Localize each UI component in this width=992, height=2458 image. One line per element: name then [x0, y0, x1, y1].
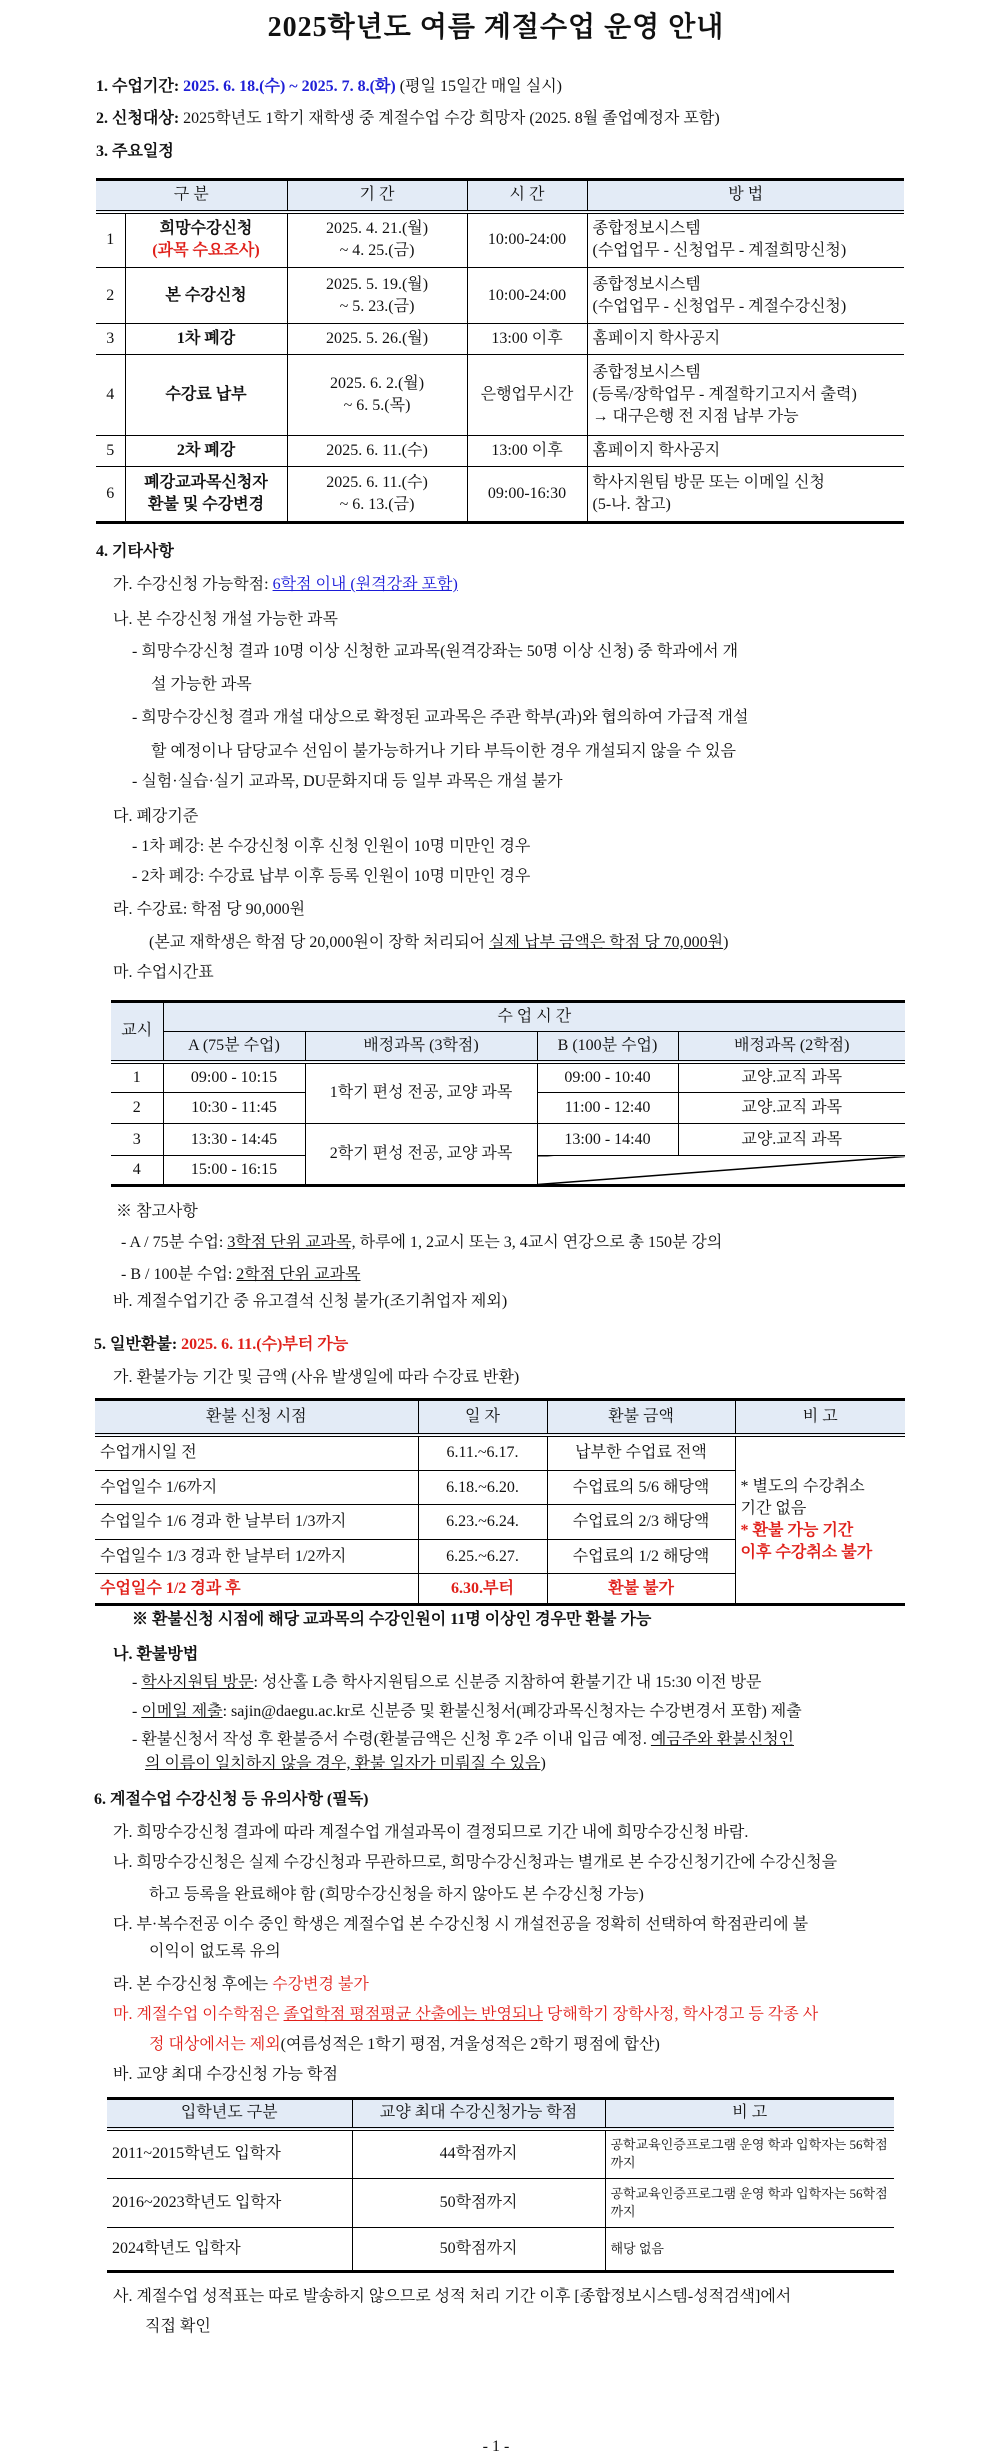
refund-date: 6.30.부터	[418, 1574, 547, 1605]
reference-a-text: 하루에 1, 2교시 또는 3, 4교시 연강으로 총 150분 강의	[355, 1234, 723, 1251]
bullet-dash: -	[132, 1674, 142, 1691]
method-line: 학사지원팀 방문 또는 이메일 신청	[592, 474, 825, 491]
credit-note: 해당 없음	[605, 2228, 894, 2272]
timetable-heading: 마. 수업시간표	[113, 964, 214, 981]
row-number: 3	[96, 324, 125, 355]
schedule-header-method: 방 법	[587, 180, 904, 212]
page-number: - 1 -	[482, 2438, 510, 2455]
period-line: ~ 6. 13.(금)	[339, 496, 415, 513]
refund-eligibility-note: ※ 환불신청 시점에 해당 교과목의 수강인원이 11명 이상인 경우만 환불 가능	[132, 1611, 652, 1628]
notice-ra-alert: 수강변경 불가	[272, 1976, 369, 1993]
refund-amount: 수업료의 1/2 해당액	[547, 1540, 735, 1574]
tuition-note	[149, 932, 728, 954]
schedule-name: 본 수강신청	[125, 268, 287, 324]
timetable-subheader: A (75분 수업)	[163, 1032, 305, 1062]
schedule-header-period: 기 간	[287, 180, 467, 212]
notice-ma-underlined: 졸업학점 평점평균 산출에는 반영되나	[283, 2006, 543, 2023]
refund-header-row	[95, 1400, 905, 1435]
schedule-time: 13:00 이후	[467, 436, 587, 467]
notice-ma-text2: 당해학기 장학사정, 학사경고 등 각종 사	[542, 2006, 819, 2023]
cert-warning-cont: 의 이름이 일치하지 않을 경우, 환불 일자가 미뤄질 수 있음	[145, 1755, 541, 1772]
email-label: 이메일 제출	[141, 1703, 223, 1720]
schedule-name	[125, 212, 287, 268]
schedule-header-time: 시 간	[467, 180, 587, 212]
credit-limit-table	[107, 2097, 894, 2273]
refund-amount: 납부한 수업료 전액	[547, 1435, 735, 1471]
remark-alert-line: 이후 수강취소 불가	[740, 1543, 873, 1561]
refund-row	[95, 1435, 905, 1471]
section-5-heading	[94, 1334, 348, 1356]
a-subject: 1학기 편성 전공, 교양 과목	[305, 1062, 537, 1124]
refund-method-cert-cont	[145, 1753, 546, 1775]
cert-warning: 예금주와 환불신청인	[650, 1731, 794, 1748]
section-3-heading: 3. 주요일정	[96, 143, 174, 160]
schedule-time: 은행업무시간	[467, 355, 587, 436]
reference-b-label: - B / 100분 수업:	[121, 1266, 237, 1283]
credit-year: 2016~2023학년도 입학자	[107, 2179, 352, 2228]
notice-ma-exclusion: 정 대상에서는 제외	[149, 2036, 281, 2053]
b-subject: 교양.교직 과목	[678, 1093, 905, 1124]
reference-a-unit: 3학점 단위 교과목,	[227, 1234, 356, 1251]
reference-heading: ※ 참고사항	[116, 1203, 198, 1220]
name-line: 환불 및 수강변경	[147, 496, 265, 513]
notice-ma-cont	[149, 2034, 660, 2056]
timetable-subheader: 배정과목 (3학점)	[305, 1032, 537, 1062]
a-time: 15:00 - 16:15	[163, 1156, 305, 1186]
available-courses-heading: 나. 본 수강신청 개설 가능한 과목	[113, 611, 338, 628]
row-number: 5	[96, 436, 125, 467]
refund-date: 6.25.~6.27.	[418, 1540, 547, 1574]
period-line: 2025. 4. 21.(월)	[325, 220, 429, 238]
notice-sa-cont: 직접 확인	[145, 2318, 211, 2335]
a-subject: 2학기 편성 전공, 교양 과목	[305, 1124, 537, 1186]
credit-header-remarks: 비 고	[605, 2099, 894, 2129]
name-line: 희망수강신청	[159, 220, 253, 238]
row-number: 4	[96, 355, 125, 436]
period-number: 3	[111, 1124, 163, 1156]
cancel-criteria-item: - 2차 폐강: 수강료 납부 이후 등록 인원이 10명 미만인 경우	[132, 868, 531, 885]
schedule-name: 1차 폐강	[125, 324, 287, 355]
a-time: 13:30 - 14:45	[163, 1124, 305, 1156]
refund-period-heading: 가. 환불가능 기간 및 금액 (사유 발생일에 따라 수강료 반환)	[113, 1369, 520, 1386]
schedule-header-row	[96, 180, 904, 212]
class-period: 2025. 6. 18.(수) ~ 2025. 7. 8.(화)	[183, 78, 396, 95]
timetable-row	[111, 1062, 905, 1093]
email-text: : sajin@daegu.ac.kr로 신분증 및 환불신청서(폐강과목신청자는 수강변경서 포함) 제출	[222, 1703, 802, 1720]
schedule-period	[287, 467, 467, 523]
timetable-header-row	[111, 1002, 905, 1032]
refund-when: 수업일수 1/2 경과 후	[95, 1574, 418, 1605]
empty-diagonal-cell	[537, 1156, 905, 1186]
class-period-note: (평일 15일간 매일 실시)	[399, 78, 563, 95]
schedule-time: 13:00 이후	[467, 324, 587, 355]
schedule-time: 10:00-24:00	[467, 212, 587, 268]
section-1-label: 1. 수업기간:	[96, 78, 180, 95]
refund-remarks	[735, 1435, 905, 1605]
row-number: 2	[96, 268, 125, 324]
refund-date: 6.18.~6.20.	[418, 1471, 547, 1505]
refund-method-visit	[132, 1672, 762, 1694]
b-time: 09:00 - 10:40	[537, 1062, 678, 1093]
tuition-heading: 라. 수강료: 학점 당 90,000원	[113, 901, 306, 918]
timetable-subheader: B (100분 수업)	[537, 1032, 678, 1062]
refund-date: 6.11.~6.17.	[418, 1435, 547, 1471]
tuition-note-close: )	[723, 934, 729, 951]
schedule-row	[96, 467, 904, 523]
available-courses-item-cont: 설 가능한 과목	[151, 676, 252, 693]
notice-ra-text: 라. 본 수강신청 후에는	[113, 1976, 273, 1993]
refund-method-email	[132, 1701, 802, 1723]
notice-na: 나. 희망수강신청은 실제 수강신청과 무관하므로, 희망수강신청과는 별개로 본 수강신청기간에 수강신청을	[113, 1854, 838, 1871]
credit-max: 50학점까지	[352, 2228, 605, 2272]
section-6-heading: 6. 계절수업 수강신청 등 유의사항 (필독)	[94, 1791, 369, 1808]
method-line: 종합정보시스템	[592, 364, 701, 381]
schedule-header-category: 구 분	[96, 180, 287, 212]
method-line: (5-나. 참고)	[592, 496, 671, 513]
schedule-name	[125, 467, 287, 523]
cert-text: 환불신청서 작성 후 환불증서 수령(환불금액은 신청 후 2주 이내 입금 예정.	[141, 1731, 651, 1748]
b-time: 11:00 - 12:40	[537, 1093, 678, 1124]
refund-amount: 환불 불가	[547, 1574, 735, 1605]
period-line: 2025. 6. 2.(월)	[329, 375, 425, 392]
name-line: (과목 수요조사)	[152, 242, 260, 260]
refund-header-when: 환불 신청 시점	[95, 1400, 418, 1435]
schedule-method	[587, 212, 904, 268]
refund-when: 수업일수 1/6까지	[95, 1471, 418, 1505]
bullet-dash: -	[132, 1703, 142, 1720]
timetable-subheader-row	[111, 1032, 905, 1062]
notice-ma-text: 마. 계절수업 이수학점은	[113, 2006, 284, 2023]
name-line: 폐강교과목신청자	[144, 474, 268, 491]
method-line: (등록/장학업무 - 계절학기고지서 출력)	[592, 386, 857, 403]
page-title: 2025학년도 여름 계절수업 운영 안내	[267, 12, 725, 43]
cert-close: )	[540, 1755, 546, 1772]
schedule-row	[96, 436, 904, 467]
schedule-row	[96, 355, 904, 436]
schedule-time: 10:00-24:00	[467, 268, 587, 324]
row-number: 6	[96, 467, 125, 523]
refund-amount: 수업료의 2/3 해당액	[547, 1505, 735, 1540]
absence-note: 바. 계절수업기간 중 유고결석 신청 불가(조기취업자 제외)	[113, 1293, 508, 1310]
available-courses-item-cont: 할 예정이나 담당교수 선임이 불가능하거나 기타 부득이한 경우 개설되지 않을 수 있음	[151, 743, 736, 760]
schedule-row	[96, 268, 904, 324]
section-1	[96, 76, 562, 98]
method-line: (수업업무 - 신청업무 - 계절수강신청)	[592, 297, 847, 315]
refund-method-heading: 나. 환불방법	[113, 1646, 199, 1663]
credit-note: 공학교육인증프로그램 운영 학과 입학자는 56학점까지	[605, 2129, 894, 2179]
credit-note: 공학교육인증프로그램 운영 학과 입학자는 56학점까지	[605, 2179, 894, 2228]
period-number: 1	[111, 1062, 163, 1093]
credit-header-credits: 교양 최대 수강신청가능 학점	[352, 2099, 605, 2129]
row-number: 1	[96, 212, 125, 268]
refund-when: 수업일수 1/6 경과 한 날부터 1/3까지	[95, 1505, 418, 1540]
schedule-period	[287, 268, 467, 324]
reference-b-unit: 2학점 단위 교과목	[236, 1266, 361, 1283]
notice-ra	[113, 1974, 369, 1996]
visit-text: : 성산홀 L층 학사지원팀으로 신분증 지참하여 환불기간 내 15:30 이전 방문	[253, 1674, 762, 1691]
b-subject: 교양.교직 과목	[678, 1124, 905, 1156]
timetable-subheader: 배정과목 (2학점)	[678, 1032, 905, 1062]
remark-line: 기간 없음	[740, 1499, 807, 1517]
cancel-criteria-item: - 1차 폐강: 본 수강신청 이후 신청 인원이 10명 미만인 경우	[132, 838, 531, 855]
schedule-name: 수강료 납부	[125, 355, 287, 436]
reference-b	[121, 1264, 360, 1286]
reference-a-label: - A / 75분 수업:	[121, 1234, 228, 1251]
method-line: → 대구은행 전 지점 납부 가능	[592, 408, 799, 425]
schedule-name: 2차 폐강	[125, 436, 287, 467]
refund-header-amount: 환불 금액	[547, 1400, 735, 1435]
schedule-period	[287, 212, 467, 268]
schedule-period: 2025. 6. 11.(수)	[287, 436, 467, 467]
notice-ma	[113, 2004, 818, 2026]
refund-method-cert	[132, 1729, 794, 1751]
bullet-dash: -	[132, 1731, 142, 1748]
credit-header-year: 입학년도 구분	[107, 2099, 352, 2129]
remark-line: * 별도의 수강취소	[740, 1477, 865, 1495]
credit-year: 2011~2015학년도 입학자	[107, 2129, 352, 2179]
method-line: 종합정보시스템	[592, 275, 701, 293]
schedule-row	[96, 324, 904, 355]
period-line: ~ 5. 23.(금)	[339, 297, 415, 315]
eligibility-text: 2025학년도 1학기 재학생 중 계절수업 수강 희망자 (2025. 8월 졸업예정자 포함)	[183, 110, 720, 127]
period-line: ~ 6. 5.(목)	[343, 397, 411, 414]
section-2	[96, 108, 720, 130]
available-courses-item: - 실험·실습·실기 교과목, DU문화지대 등 일부 과목은 개설 불가	[132, 773, 563, 790]
cancel-criteria-heading: 다. 폐강기준	[113, 808, 199, 825]
credit-header-row	[107, 2099, 894, 2129]
credit-limit-value: 6학점 이내 (원격강좌 포함)	[272, 576, 458, 593]
section-4-heading: 4. 기타사항	[96, 543, 174, 560]
schedule-time: 09:00-16:30	[467, 467, 587, 523]
remark-alert-line: * 환불 가능 기간	[740, 1521, 854, 1539]
refund-start-date: 2025. 6. 11.(수)부터 가능	[181, 1336, 349, 1353]
tuition-note-text: (본교 재학생은 학점 당 20,000원이 장학 처리되어	[149, 934, 490, 951]
credit-row	[107, 2228, 894, 2272]
schedule-period: 2025. 5. 26.(월)	[287, 324, 467, 355]
refund-when: 수업일수 1/3 경과 한 날부터 1/2까지	[95, 1540, 418, 1574]
credit-max: 50학점까지	[352, 2179, 605, 2228]
notice-da-cont: 이익이 없도록 유의	[149, 1943, 281, 1960]
schedule-method	[587, 355, 904, 436]
credit-row	[107, 2129, 894, 2179]
visit-label: 학사지원팀 방문	[141, 1674, 254, 1691]
credit-max: 44학점까지	[352, 2129, 605, 2179]
refund-header-date: 일 자	[418, 1400, 547, 1435]
schedule-method: 홈페이지 학사공지	[587, 324, 904, 355]
tuition-actual-amount: 실제 납부 금액은 학점 당 70,000원	[489, 934, 724, 951]
period-line: 2025. 6. 11.(수)	[326, 474, 428, 491]
schedule-table	[96, 178, 904, 524]
a-time: 10:30 - 11:45	[163, 1093, 305, 1124]
refund-when: 수업개시일 전	[95, 1435, 418, 1471]
schedule-method: 홈페이지 학사공지	[587, 436, 904, 467]
reference-a	[121, 1232, 722, 1254]
refund-header-remarks: 비 고	[735, 1400, 905, 1435]
credit-year: 2024학년도 입학자	[107, 2228, 352, 2272]
credit-limit-label: 가. 수강신청 가능학점:	[113, 576, 269, 593]
period-line: 2025. 5. 19.(월)	[325, 275, 429, 293]
refund-amount: 수업료의 5/6 해당액	[547, 1471, 735, 1505]
notice-sa: 사. 계절수업 성적표는 따로 발송하지 않으므로 성적 처리 기간 이후 [종합정보시스템-성적검색]에서	[113, 2288, 792, 2305]
timetable-table	[111, 1000, 905, 1187]
period-number: 2	[111, 1093, 163, 1124]
notice-da: 다. 부·복수전공 이수 중인 학생은 계절수업 본 수강신청 시 개설전공을 정확히 선택하여 학점관리에 불	[113, 1916, 809, 1933]
schedule-method	[587, 268, 904, 324]
notice-ma-note: (여름성적은 1학기 평점, 겨울성적은 2학기 평점에 합산)	[280, 2036, 660, 2053]
credit-row	[107, 2179, 894, 2228]
refund-table	[95, 1398, 905, 1606]
period-line: ~ 4. 25.(금)	[339, 242, 415, 260]
method-line: 종합정보시스템	[592, 220, 701, 238]
schedule-method	[587, 467, 904, 523]
available-courses-item: - 희망수강신청 결과 개설 대상으로 확정된 교과목은 주관 학부(과)와 협의하여 가급적 개설	[132, 709, 749, 726]
method-line: (수업업무 - 신청업무 - 계절희망신청)	[592, 242, 847, 260]
notice-ba: 바. 교양 최대 수강신청 가능 학점	[113, 2066, 338, 2083]
schedule-period	[287, 355, 467, 436]
notice-na-cont: 하고 등록을 완료해야 함 (희망수강신청을 하지 않아도 본 수강신청 가능)	[149, 1886, 644, 1903]
notice-ga: 가. 희망수강신청 결과에 따라 계절수업 개설과목이 결정되므로 기간 내에 희망수강신청 바람.	[113, 1824, 749, 1841]
timetable-header-period: 교시	[111, 1002, 163, 1062]
section-5-label: 5. 일반환불:	[94, 1336, 178, 1353]
a-time: 09:00 - 10:15	[163, 1062, 305, 1093]
b-subject: 교양.교직 과목	[678, 1062, 905, 1093]
period-number: 4	[111, 1156, 163, 1186]
timetable-row	[111, 1124, 905, 1156]
schedule-row	[96, 212, 904, 268]
credit-limit-line	[113, 574, 458, 596]
b-time: 13:00 - 14:40	[537, 1124, 678, 1156]
refund-date: 6.23.~6.24.	[418, 1505, 547, 1540]
available-courses-item: - 희망수강신청 결과 10명 이상 신청한 교과목(원격강좌는 50명 이상 신청) 중 학과에서 개	[132, 643, 739, 660]
timetable-header-group: 수 업 시 간	[163, 1002, 905, 1032]
section-2-label: 2. 신청대상:	[96, 110, 180, 127]
